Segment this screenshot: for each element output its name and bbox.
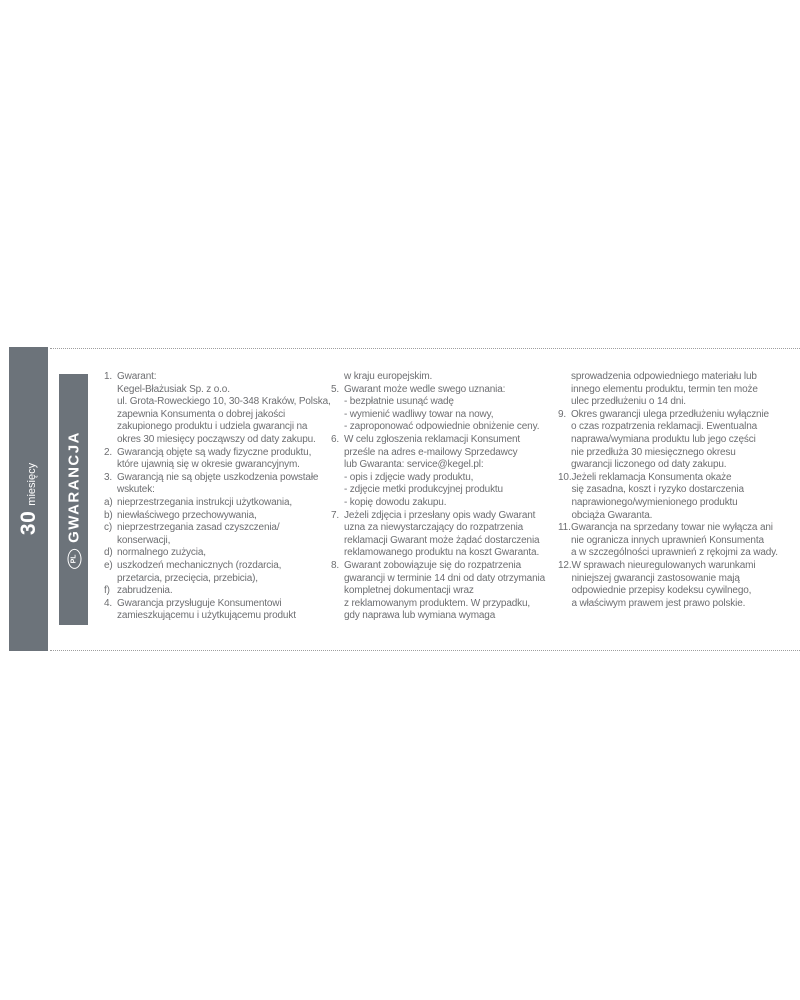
item-marker: 8. bbox=[331, 559, 340, 571]
item-line: zamieszkującemu i użytkującemu produkt bbox=[117, 610, 296, 622]
item-line: normalnego zużycia, bbox=[117, 547, 206, 559]
list-item bbox=[331, 434, 545, 510]
item-line: - zaproponować odpowiednie obniżenie ceny. bbox=[344, 421, 540, 433]
item-lines bbox=[344, 434, 520, 510]
item-lines bbox=[117, 522, 279, 547]
item-line: W celu zgłoszenia reklamacji Konsument bbox=[344, 433, 521, 445]
item-line: a właściwym prawem jest prawo polskie. bbox=[571, 597, 746, 609]
item-line: ulec przedłużeniu o 14 dni. bbox=[571, 396, 686, 408]
item-marker: 4. bbox=[104, 597, 113, 609]
item-line: - bezpłatnie usunąć wadę bbox=[344, 396, 454, 408]
item-lines bbox=[117, 447, 311, 472]
item-line: sprowadzenia odpowiedniego materiału lub bbox=[571, 371, 757, 382]
warranty-column-1 bbox=[104, 371, 331, 623]
item-lines bbox=[344, 510, 539, 560]
item-line: obciąża Gwaranta. bbox=[571, 509, 653, 521]
item-line: zapewnia Konsumenta o dobrej jakości bbox=[117, 408, 286, 420]
item-marker: 11. bbox=[558, 522, 571, 534]
item-lines bbox=[117, 598, 296, 623]
item-marker: 6. bbox=[331, 433, 340, 445]
item-lines bbox=[571, 522, 778, 560]
item-line: konserwacji, bbox=[117, 534, 171, 546]
item-line: z reklamowanym produktem. W przypadku, bbox=[344, 597, 531, 609]
item-lines bbox=[117, 560, 281, 585]
item-marker: 2. bbox=[104, 446, 113, 458]
item-lines bbox=[117, 371, 331, 447]
duration-number: 30 bbox=[16, 510, 40, 536]
item-line: niewłaściwego przechowywania, bbox=[117, 509, 257, 521]
item-marker: e) bbox=[104, 559, 113, 571]
warranty-column-3 bbox=[558, 371, 778, 610]
item-line: o czas rozpatrzenia reklamacji. Ewentualna bbox=[571, 421, 758, 433]
warranty-column-2 bbox=[331, 371, 545, 623]
duration-unit: miesięcy bbox=[25, 462, 38, 506]
item-line: Gwarant może wedle swego uznania: bbox=[344, 383, 506, 395]
item-line: Gwarant zobowiązuje się do rozpatrzenia bbox=[344, 559, 522, 571]
item-line: nieprzestrzegania instrukcji użytkowania, bbox=[117, 496, 293, 508]
item-lines bbox=[344, 371, 432, 384]
item-line: W sprawach nieuregulowanych warunkami bbox=[571, 559, 756, 571]
item-line: kompletnej dokumentacji wraz bbox=[344, 585, 474, 597]
item-line: wskutek: bbox=[117, 484, 155, 496]
item-marker: d) bbox=[104, 547, 113, 559]
item-lines bbox=[571, 560, 755, 610]
item-line: uszkodzeń mechanicznych (rozdarcia, bbox=[117, 559, 282, 571]
list-item bbox=[558, 522, 778, 560]
item-lines bbox=[117, 472, 318, 497]
item-marker: 12. bbox=[558, 559, 572, 571]
item-marker: 3. bbox=[104, 471, 113, 483]
item-line: reklamacji Gwarant może żądać dostarczenia bbox=[344, 534, 540, 546]
item-line: odpowiednie przepisy kodeksu cywilnego, bbox=[571, 585, 752, 597]
list-item bbox=[104, 560, 331, 585]
item-line: innego elementu produktu, termin ten może bbox=[571, 383, 758, 395]
item-lines bbox=[344, 560, 545, 623]
item-lines bbox=[117, 585, 172, 598]
list-item bbox=[104, 547, 331, 560]
item-line: Jeżeli zdjęcia i przesłany opis wady Gwarant bbox=[344, 509, 536, 521]
item-line: naprawionego/wymienionego produktu bbox=[571, 496, 738, 508]
item-marker: 1. bbox=[104, 371, 113, 382]
item-line: w kraju europejskim. bbox=[344, 371, 433, 382]
item-line: - zdjęcie metki produkcyjnej produktu bbox=[344, 484, 503, 496]
item-marker: 9. bbox=[558, 408, 567, 420]
item-line: Gwarancją nie są objęte uszkodzenia powstałe bbox=[117, 471, 319, 483]
item-marker: 5. bbox=[331, 383, 340, 395]
list-item bbox=[331, 384, 545, 434]
list-item bbox=[558, 409, 778, 472]
item-line: zabrudzenia. bbox=[117, 585, 173, 597]
list-item bbox=[104, 510, 331, 523]
item-line: Kegel-Błażusiak Sp. z o.o. bbox=[117, 383, 230, 395]
item-line: Okres gwarancji ulega przedłużeniu wyłącznie bbox=[571, 408, 769, 420]
item-lines bbox=[117, 547, 206, 560]
duration-text bbox=[17, 463, 41, 535]
item-line: nie przedłuża 30 miesięcznego okresu bbox=[571, 446, 736, 458]
panel-border-bottom bbox=[50, 650, 800, 651]
list-item bbox=[331, 560, 545, 623]
item-line: - wymienić wadliwy towar na nowy, bbox=[344, 408, 494, 420]
item-line: okres 30 miesięcy począwszy od daty zakupu. bbox=[117, 433, 316, 445]
panel-border-top bbox=[50, 348, 800, 349]
item-marker: a) bbox=[104, 496, 113, 508]
pl-country-oval-icon: PL bbox=[67, 548, 81, 568]
list-item bbox=[331, 371, 545, 384]
item-line: nie ogranicza innych uprawnień Konsumenta bbox=[571, 534, 764, 546]
item-line: uzna za niewystarczający do rozpatrzenia bbox=[344, 522, 524, 534]
list-item bbox=[558, 472, 778, 522]
item-line: nieprzestrzegania zasad czyszczenia/ bbox=[117, 522, 280, 534]
item-line: Gwarancja przysługuje Konsumentowi bbox=[117, 597, 282, 609]
list-item bbox=[104, 598, 331, 623]
item-marker: 7. bbox=[331, 509, 340, 521]
item-lines bbox=[344, 384, 539, 434]
duration-sidebar bbox=[9, 347, 48, 651]
item-marker bbox=[331, 371, 344, 384]
item-lines bbox=[117, 497, 292, 510]
item-line: lub Gwaranta: service@kegel.pl: bbox=[344, 459, 484, 471]
warranty-title: GWARANCJA bbox=[65, 430, 82, 543]
item-line: gdy naprawa lub wymiana wymaga bbox=[344, 610, 496, 622]
item-line: - opis i zdjęcie wady produktu, bbox=[344, 471, 474, 483]
list-item bbox=[558, 560, 778, 610]
item-marker: b) bbox=[104, 509, 113, 521]
list-item bbox=[104, 447, 331, 472]
list-item bbox=[104, 497, 331, 510]
item-line: Gwarancją objęte są wady fizyczne produktu, bbox=[117, 446, 312, 458]
list-item bbox=[104, 585, 331, 598]
item-marker: c) bbox=[104, 522, 113, 534]
item-line: prześle na adres e-mailowy Sprzedawcy bbox=[344, 446, 518, 458]
item-lines bbox=[117, 510, 257, 523]
item-line: się zasadna, koszt i ryzyko dostarczenia bbox=[571, 484, 744, 496]
item-line: naprawa/wymiana produktu lub jego części bbox=[571, 433, 756, 445]
list-item bbox=[331, 510, 545, 560]
item-line: ul. Grota-Roweckiego 10, 30-348 Kraków, Polska, bbox=[117, 396, 331, 408]
item-line: - kopię dowodu zakupu. bbox=[344, 496, 447, 508]
item-lines bbox=[571, 409, 769, 472]
item-line: gwarancji w terminie 14 dni od daty otrzymania bbox=[344, 572, 545, 584]
item-lines bbox=[571, 472, 743, 522]
item-lines bbox=[571, 371, 758, 409]
item-marker: 10. bbox=[558, 471, 572, 483]
item-line: Jeżeli reklamacja Konsumenta okaże bbox=[571, 471, 732, 483]
item-line: reklamowanego produktu na koszt Gwaranta. bbox=[344, 547, 540, 559]
item-marker: f) bbox=[104, 585, 110, 597]
item-marker bbox=[558, 371, 571, 409]
list-item bbox=[104, 472, 331, 497]
item-line: Gwarant: bbox=[117, 371, 157, 382]
item-line: Gwarancja na sprzedany towar nie wyłącza ani bbox=[571, 522, 773, 534]
warranty-text bbox=[65, 431, 82, 569]
list-item bbox=[104, 371, 331, 447]
item-line: niniejszej gwarancji zastosowanie mają bbox=[571, 572, 740, 584]
item-line: gwarancji liczonego od daty zakupu. bbox=[571, 459, 727, 471]
item-line: przetarcia, przecięcia, przebicia), bbox=[117, 572, 258, 584]
item-line: a w szczególności uprawnień z rękojmi za wady. bbox=[571, 547, 778, 559]
item-line: które ujawnią się w okresie gwarancyjnym. bbox=[117, 459, 300, 471]
warranty-sidebar bbox=[59, 374, 88, 625]
list-item bbox=[558, 371, 778, 409]
item-line: zakupionego produktu i udziela gwarancji na bbox=[117, 421, 308, 433]
list-item bbox=[104, 522, 331, 547]
